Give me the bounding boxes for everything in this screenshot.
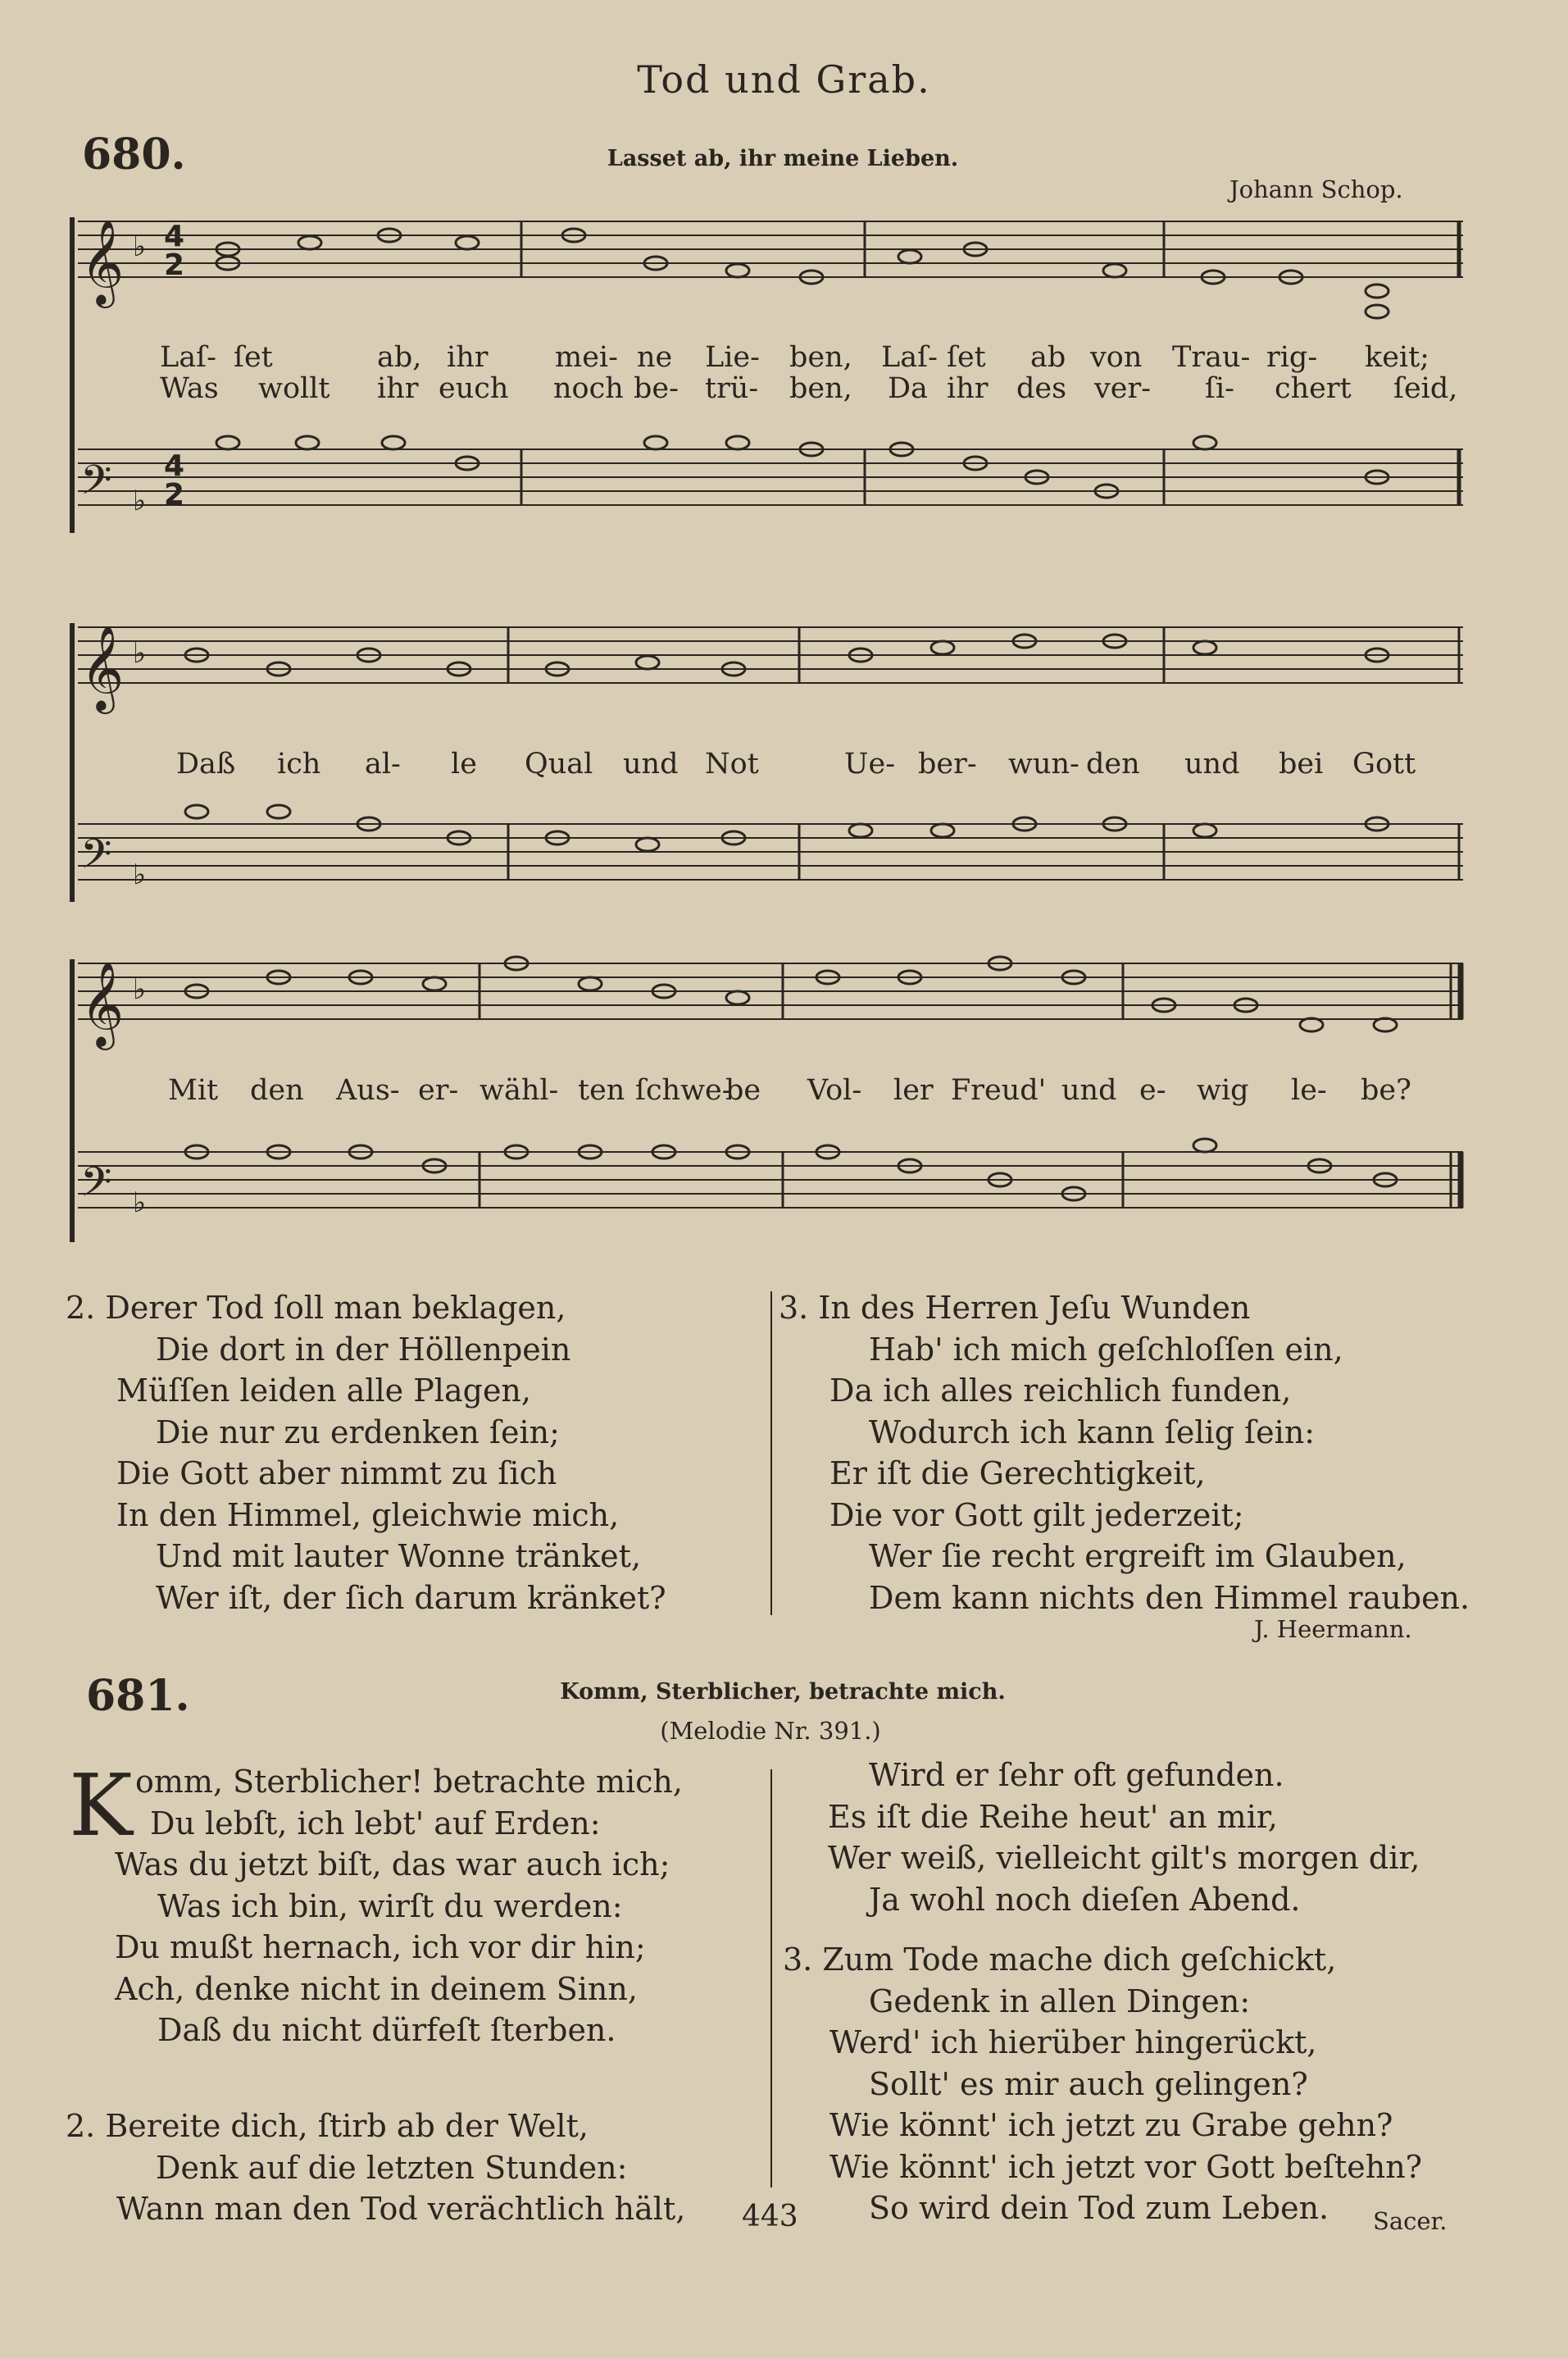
- lyric-syllable: von: [1090, 341, 1143, 374]
- lyric-syllable: e-: [1139, 1074, 1166, 1107]
- lyric-syllable: Da: [888, 372, 928, 405]
- lyric-syllable: ich: [277, 748, 321, 781]
- svg-text:𝄞: 𝄞: [80, 961, 125, 1047]
- verse-line: Wann man den Tod verächtlich hält,: [116, 2191, 686, 2227]
- lyric-syllable: le: [451, 748, 477, 781]
- lyric-syllable: keit;: [1365, 341, 1429, 374]
- verse-line: Dem kann nichts den Himmel rauben.: [869, 1579, 1470, 1616]
- verse-681-1: [115, 1761, 683, 2051]
- lyric-syllable: noch: [553, 372, 624, 405]
- svg-text:4: 4: [164, 449, 185, 483]
- verse-line: Denk auf die letzten Stunden:: [156, 2149, 628, 2186]
- verse-line: Zum Tode mache dich geſchickt,: [822, 1941, 1337, 1978]
- hymn-number: 680.: [82, 130, 186, 180]
- svg-text:𝄢: 𝄢: [80, 457, 112, 514]
- verse-line: Wer weiß, vielleicht gilt's morgen dir,: [828, 1840, 1420, 1876]
- lyric-syllable: le-: [1291, 1074, 1327, 1107]
- svg-text:♭: ♭: [133, 1186, 147, 1219]
- svg-text:♭: ♭: [133, 973, 147, 1006]
- lyric-syllable: be: [725, 1074, 761, 1107]
- lyric-syllable: wun-: [1008, 748, 1079, 781]
- verse-number: 3.: [783, 1941, 813, 1978]
- lyric-syllable: Was: [160, 372, 219, 405]
- lyric-syllable: be?: [1361, 1074, 1411, 1107]
- hymn-title: Komm, Sterblicher, betrachte mich.: [560, 1679, 1006, 1705]
- lyric-syllable: Vol-: [807, 1074, 862, 1107]
- verse-line: Hab' ich mich geſchloſſen ein,: [869, 1331, 1343, 1368]
- verse-681-2-continued: [828, 1755, 1420, 1920]
- lyric-syllable: und: [623, 748, 679, 781]
- svg-text:𝄞: 𝄞: [80, 219, 125, 305]
- verse-line: Wodurch ich kann ſelig ſein:: [869, 1413, 1316, 1450]
- verse-line: Und mit lauter Wonne tränket,: [156, 1538, 642, 1574]
- verse-681-3: [783, 1939, 1422, 2229]
- hymn-title: Lasset ab, ihr meine Lieben.: [607, 146, 959, 171]
- column-divider: [770, 1769, 772, 2187]
- lyric-syllable: Mit: [168, 1074, 219, 1107]
- verse-line: Die nur zu erdenken ſein;: [156, 1413, 560, 1450]
- staff-bass-3: [78, 1152, 1463, 1208]
- verse-line: Wer iſt, der ſich darum kränket?: [156, 1579, 666, 1616]
- svg-text:𝄞: 𝄞: [80, 625, 125, 711]
- lyric-syllable: ler: [893, 1074, 934, 1107]
- author: J. Heermann.: [1254, 1615, 1412, 1643]
- melody-reference: (Melodie Nr. 391.): [660, 1717, 881, 1745]
- lyric-syllable: ten: [578, 1074, 625, 1107]
- verse-line: In den Himmel, gleichwie mich,: [116, 1496, 620, 1533]
- page-number: 443: [742, 2200, 798, 2233]
- verse-line: Was du jetzt biſt, das war auch ich;: [115, 1846, 670, 1882]
- verse-line: Er iſt die Gerechtigkeit,: [829, 1455, 1206, 1491]
- lyric-syllable: er-: [418, 1074, 459, 1107]
- lyric-syllable: Freud': [951, 1074, 1047, 1107]
- lyric-syllable: Aus-: [336, 1074, 400, 1107]
- svg-text:♭: ♭: [133, 637, 147, 670]
- svg-text:𝄢: 𝄢: [80, 1159, 112, 1216]
- lyric-syllable: ben,: [789, 372, 852, 405]
- lyric-syllable: Qual: [525, 748, 593, 781]
- verse-line: Wie könnt' ich jetzt zu Grabe gehn?: [829, 2107, 1393, 2143]
- verse-line: So wird dein Tod zum Leben.: [869, 2190, 1329, 2226]
- lyric-syllable: Trau-: [1172, 341, 1251, 374]
- lyric-syllable: euch: [439, 372, 509, 405]
- lyric-line-4: [168, 1074, 1479, 1110]
- verse-line: Wer ſie recht ergreift im Glauben,: [869, 1538, 1407, 1574]
- lyric-syllable: ſi-: [1205, 372, 1234, 405]
- lyric-syllable: ihr: [947, 372, 989, 405]
- lyric-syllable: al-: [365, 748, 401, 781]
- lyric-line-2: [160, 372, 1471, 408]
- author: Sacer.: [1373, 2207, 1448, 2235]
- staff-bass-2: [78, 824, 1463, 880]
- lyric-syllable: ver-: [1094, 372, 1152, 405]
- lyric-syllable: ne: [637, 341, 673, 374]
- lyric-syllable: ab: [1030, 341, 1066, 374]
- svg-text:𝄢: 𝄢: [80, 831, 112, 888]
- verse-line: Die dort in der Höllenpein: [156, 1331, 571, 1368]
- lyric-syllable: trü-: [705, 372, 759, 405]
- verse-line: Daß du nicht dürfeſt ſterben.: [157, 2012, 616, 2048]
- lyric-syllable: be-: [634, 372, 679, 405]
- lyric-syllable: Laſ-: [160, 341, 216, 374]
- lyric-syllable: bei: [1279, 748, 1324, 781]
- lyric-syllable: wig: [1197, 1074, 1249, 1107]
- lyric-line-3: [176, 748, 1488, 784]
- lyric-syllable: ber-: [918, 748, 977, 781]
- staff-bass-1: [78, 449, 1463, 505]
- verse-line: Die vor Gott gilt jederzeit;: [829, 1496, 1244, 1533]
- verse-line: Da ich alles reichlich funden,: [829, 1372, 1292, 1409]
- lyric-syllable: Not: [705, 748, 759, 781]
- verse-680-2: [66, 1287, 666, 1618]
- lyric-syllable: des: [1016, 372, 1067, 405]
- verse-line: Bereite dich, ſtirb ab der Welt,: [105, 2108, 589, 2144]
- lyric-syllable: ſeid,: [1393, 372, 1458, 405]
- lyric-syllable: chert: [1275, 372, 1352, 405]
- section-title: Tod und Grab.: [637, 57, 931, 102]
- verse-line: Ach, denke nicht in deinem Sinn,: [115, 1970, 638, 2007]
- lyric-syllable: wollt: [258, 372, 330, 405]
- lyric-syllable: Laſ-: [881, 341, 938, 374]
- lyric-syllable: ſet: [234, 341, 273, 374]
- svg-text:4: 4: [164, 220, 185, 253]
- verse-line: Du lebſt, ich lebt' auf Erden:: [150, 1805, 601, 1841]
- drop-cap: K: [69, 1755, 133, 1855]
- verse-line: Es iſt die Reihe heut' an mir,: [828, 1798, 1278, 1835]
- lyric-syllable: ben,: [789, 341, 852, 374]
- svg-text:2: 2: [164, 478, 185, 512]
- verse-line: Wie könnt' ich jetzt vor Gott beſtehn?: [829, 2148, 1423, 2185]
- svg-text:♭: ♭: [133, 485, 147, 517]
- lyric-syllable: und: [1061, 1074, 1117, 1107]
- composer: Johann Schop.: [1229, 175, 1403, 203]
- lyric-syllable: den: [250, 1074, 304, 1107]
- lyric-syllable: Lie-: [705, 341, 760, 374]
- lyric-syllable: wähl-: [479, 1074, 559, 1107]
- lyric-syllable: Daß: [176, 748, 236, 781]
- svg-text:♭: ♭: [133, 230, 147, 263]
- verse-line: Gedenk in allen Dingen:: [869, 1982, 1251, 2019]
- svg-text:♭: ♭: [133, 858, 147, 891]
- lyric-syllable: ſchwe-: [635, 1074, 732, 1107]
- verse-number: 2.: [66, 2108, 96, 2144]
- lyric-syllable: ihr: [377, 372, 419, 405]
- lyric-syllable: den: [1086, 748, 1140, 781]
- lyric-syllable: und: [1184, 748, 1240, 781]
- lyric-syllable: rig-: [1266, 341, 1318, 374]
- verse-681-2: [66, 2105, 685, 2230]
- verse-line: omm, Sterblicher! betrachte mich,: [135, 1764, 683, 1800]
- lyric-syllable: Ue-: [844, 748, 896, 781]
- column-divider: [770, 1291, 772, 1615]
- lyric-syllable: ſet: [947, 341, 986, 374]
- lyric-syllable: ab,: [377, 341, 422, 374]
- staff-treble-1: [78, 221, 1463, 277]
- hymn-number: 681.: [86, 1671, 190, 1721]
- verse-line: Müſſen leiden alle Plagen,: [116, 1372, 531, 1409]
- verse-line: In des Herren Jeſu Wunden: [818, 1290, 1251, 1326]
- lyric-syllable: ihr: [447, 341, 489, 374]
- verse-line: Die Gott aber nimmt zu ſich: [116, 1455, 557, 1491]
- verse-line: Sollt' es mir auch gelingen?: [869, 2065, 1308, 2102]
- verse-number: 2.: [66, 1290, 96, 1326]
- verse-line: Ja wohl noch dieſen Abend.: [869, 1881, 1301, 1918]
- lyric-syllable: Gott: [1352, 748, 1416, 781]
- verse-680-3: [779, 1287, 1470, 1618]
- verse-number: 3.: [779, 1290, 809, 1326]
- verse-line: Was ich bin, wirſt du werden:: [157, 1887, 623, 1924]
- verse-line: Du mußt hernach, ich vor dir hin;: [115, 1929, 646, 1965]
- verse-line: Werd' ich hierüber hingerückt,: [829, 2024, 1317, 2060]
- verse-line: Derer Tod ſoll man beklagen,: [105, 1290, 566, 1326]
- verse-line: Wird er ſehr oft gefunden.: [869, 1757, 1284, 1793]
- lyric-syllable: mei-: [555, 341, 618, 374]
- svg-text:2: 2: [164, 248, 185, 282]
